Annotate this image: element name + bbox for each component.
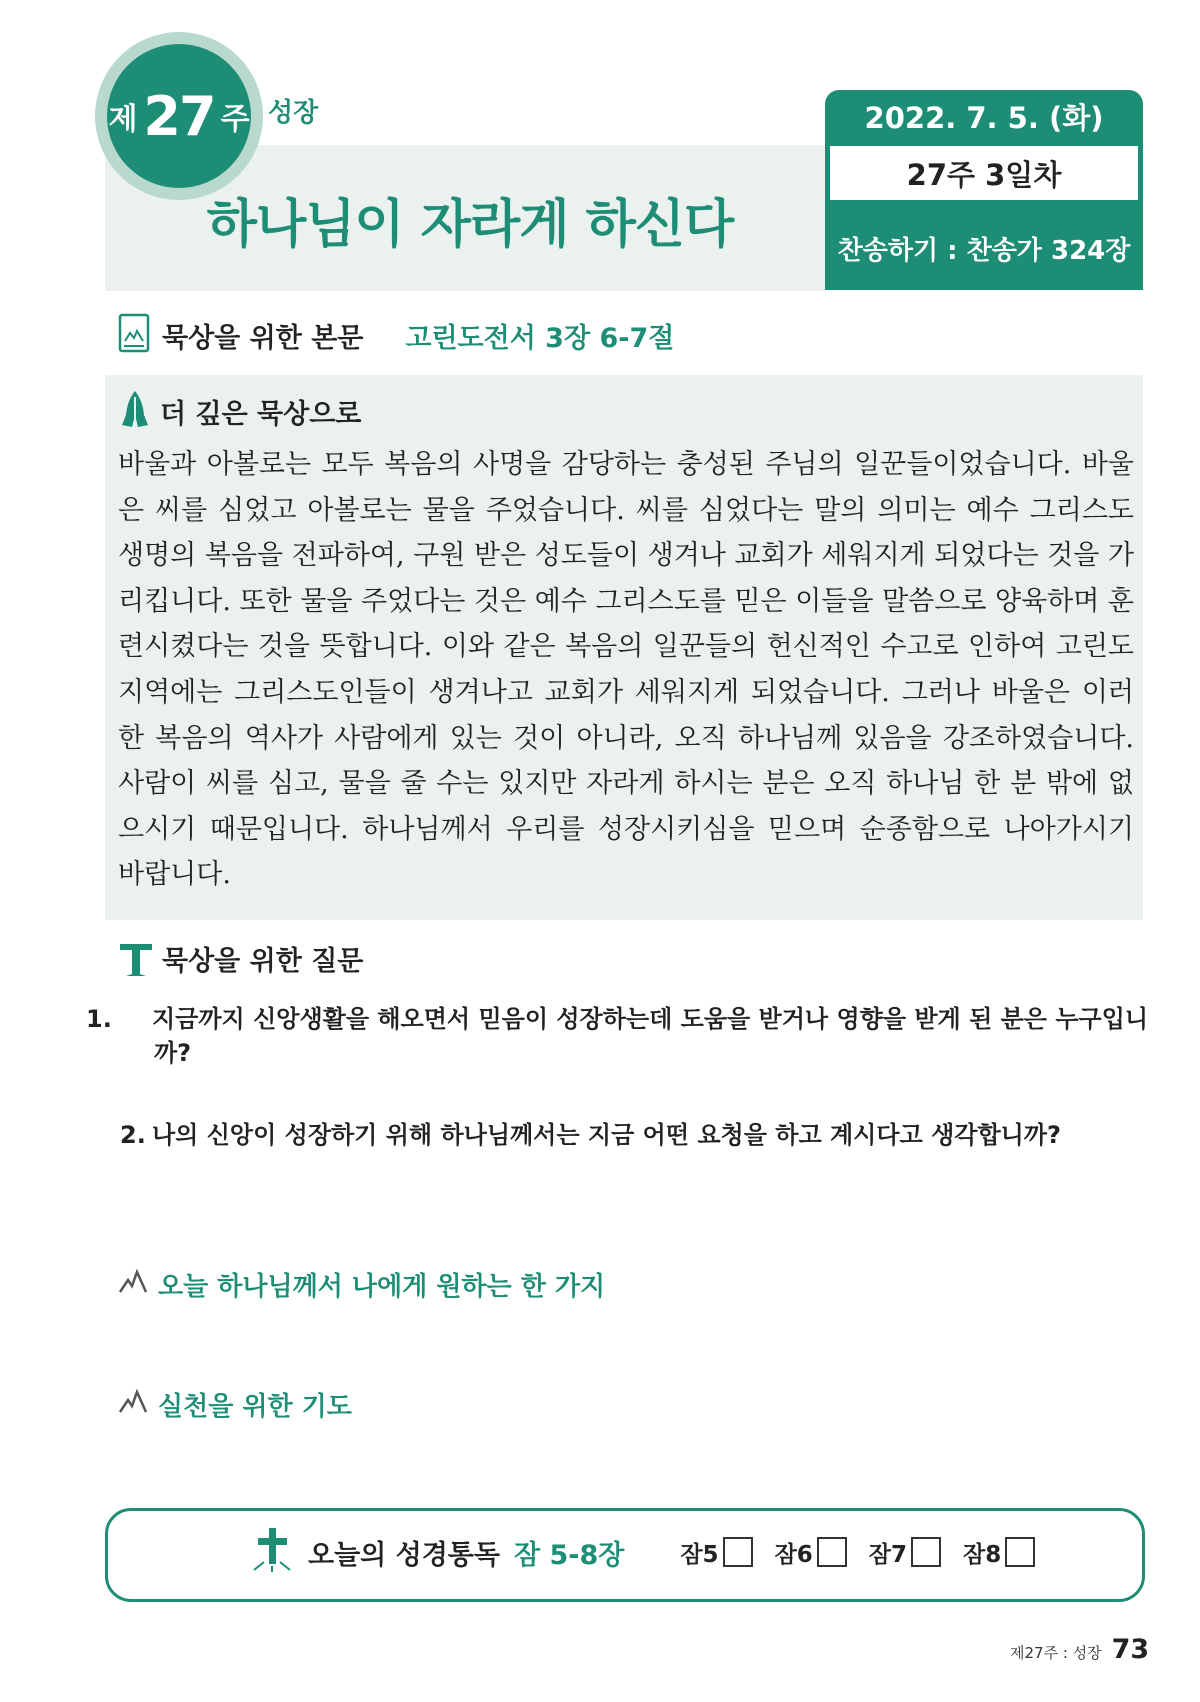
week-number: 27 [143,84,215,148]
reading-check-label: 잠5 [680,1541,719,1568]
footer-section-label: 제27주 : 성장 [1010,1644,1102,1662]
bible-reading-label: 오늘의 성경통독 [308,1539,500,1571]
page-title: 하나님이 자라게 하신다 [206,195,734,255]
questions-title: 묵상을 위한 질문 [162,945,364,977]
page-footer [1010,1634,1149,1665]
prayer-heading [118,1386,352,1423]
week-suffix: 주 [220,102,250,137]
reflection-text: 바울과 아볼로는 모두 복음의 사명을 감당하는 충성된 주님의 일꾼들이었습니다. 바울은 씨를 심었고 아볼로는 물을 주었습니다. 씨를 심었다는 말의 의미는 예수 그리스도 생명의 복음을 전파하여, 구원 받은 성도들이 생겨나 교회가 세워지게 되었다는 것을 가리킵니다. 또한 물을 주었다는 것은 예수 그리스도를 믿은 이들을 말씀으로 양육하며 훈련시켰다는 것을 뜻합니다. 이와 같은 복음의 일꾼들의 헌신적인 수고로 인하여 고린도 지역에는 그리스도인들이 생겨나고 교회가 세워지게 되었습니다. 그러나 바울은 이러한 복음의 역사가 사람에게 있는 것이 아니라, 오직 하나님께 있음을 강조하였습니다. 사람이 씨를 심고, 물을 줄 수는 있지만 자라게 하시는 분은 오직 하나님 한 분 밖에 없으시기 때문입니다. 하나님께서 우리를 성장시키심을 믿으며 순종함으로 나아가시기 바랍니다. [118,449,1134,891]
one-thing-heading [118,1266,605,1303]
week-prefix: 제 [108,102,138,137]
reading-check-label: 잠6 [774,1541,813,1568]
reflection-heading [118,389,361,433]
question-number: 1. [86,1005,112,1033]
reading-checkbox[interactable] [911,1537,941,1567]
scripture-label: 묵상을 위한 본문 [162,322,364,354]
bible-reading-row [250,1528,1057,1576]
week-badge [107,44,251,188]
scripture-reference: 고린도전서 3장 6-7절 [405,322,675,354]
reading-check-item[interactable] [775,1536,847,1569]
reflection-title: 더 깊은 묵상으로 [160,398,362,430]
cross-icon [118,936,154,980]
page-number: 73 [1111,1634,1150,1665]
reading-check-item[interactable] [869,1536,941,1569]
scripture-row [118,313,674,357]
mountain-icon [118,1268,148,1301]
date-text: 2022. 7. 5. (화) [864,101,1104,135]
question-text: 나의 신앙이 성장하기 위해 하나님께서는 지금 어떤 요청을 하고 계시다고 생각합니까? [152,1121,1061,1149]
day-label: 27주 3일차 [830,146,1138,200]
bible-book-icon [118,313,150,357]
question-item [120,1118,1130,1152]
mountain-icon [118,1388,148,1421]
question-text: 지금까지 신앙생활을 해오면서 믿음이 성장하는데 도움을 받거나 영향을 받게 된 분은 누구입니까? [152,1005,1149,1067]
reading-check-label: 잠7 [868,1541,908,1568]
reading-check-label: 잠8 [963,1541,1002,1568]
one-thing-label: 오늘 하나님께서 나에게 원하는 한 가지 [158,1272,606,1302]
prayer-label: 실천을 위한 기도 [158,1392,352,1422]
reading-check-item[interactable] [963,1536,1035,1569]
question-number: 2. [120,1121,146,1149]
question-item [86,1002,1164,1070]
hymn-label: 찬송하기 : 찬송가 324장 [837,236,1131,266]
praying-hands-icon [118,389,152,433]
reading-checkbox[interactable] [723,1537,753,1567]
cross-icon [250,1526,294,1578]
questions-heading [118,936,363,980]
reading-checkbox[interactable] [817,1537,847,1567]
bible-reading-range: 잠 5-8장 [513,1539,625,1571]
reading-check-item[interactable] [680,1536,752,1569]
theme-label: 성장 [268,98,319,128]
reading-checkbox[interactable] [1005,1537,1035,1567]
